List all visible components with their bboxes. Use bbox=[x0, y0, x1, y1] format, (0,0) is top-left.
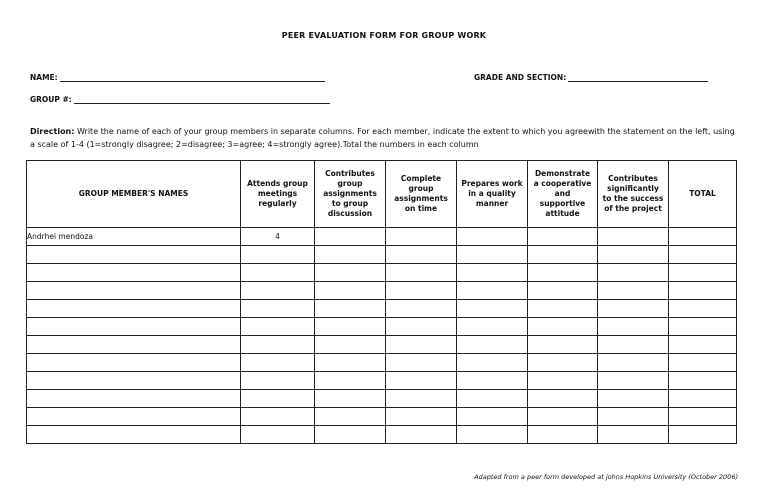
score-cell[interactable] bbox=[315, 372, 386, 390]
score-cell[interactable] bbox=[528, 318, 598, 336]
grade-section-field[interactable] bbox=[474, 73, 708, 82]
score-cell[interactable] bbox=[315, 300, 386, 318]
header-criterion: Contributes group assignments to group discussion bbox=[315, 161, 386, 228]
score-cell[interactable] bbox=[598, 318, 669, 336]
score-cell[interactable] bbox=[315, 426, 386, 444]
name-label: NAME: bbox=[30, 73, 58, 82]
score-cell[interactable] bbox=[315, 354, 386, 372]
score-cell[interactable] bbox=[457, 300, 528, 318]
header-criterion: Complete group assignments on time bbox=[386, 161, 457, 228]
score-cell[interactable] bbox=[241, 408, 315, 426]
member-name-cell[interactable] bbox=[27, 300, 241, 318]
score-cell[interactable] bbox=[241, 336, 315, 354]
score-cell[interactable] bbox=[386, 372, 457, 390]
table-header-row bbox=[27, 161, 737, 228]
header-criterion: Contributes significantly to the success of the project bbox=[598, 161, 669, 228]
total-cell[interactable] bbox=[669, 336, 737, 354]
total-cell[interactable] bbox=[669, 390, 737, 408]
total-cell[interactable] bbox=[669, 426, 737, 444]
score-cell[interactable] bbox=[528, 246, 598, 264]
score-cell[interactable] bbox=[241, 318, 315, 336]
score-cell[interactable] bbox=[457, 336, 528, 354]
member-name-cell[interactable]: Andrhei mendoza bbox=[27, 228, 241, 246]
header-criterion: Attends group meetings regularly bbox=[241, 161, 315, 228]
score-cell[interactable] bbox=[241, 390, 315, 408]
direction-text bbox=[30, 125, 742, 151]
score-cell[interactable] bbox=[598, 336, 669, 354]
header-criterion: Demonstrate a cooperative and supportive attitude bbox=[528, 161, 598, 228]
total-cell[interactable] bbox=[669, 372, 737, 390]
score-cell[interactable] bbox=[598, 246, 669, 264]
table-body bbox=[27, 228, 737, 444]
name-field[interactable] bbox=[30, 73, 325, 82]
score-cell[interactable] bbox=[528, 336, 598, 354]
score-cell[interactable] bbox=[598, 390, 669, 408]
total-cell[interactable] bbox=[669, 318, 737, 336]
score-cell[interactable] bbox=[528, 264, 598, 282]
score-cell[interactable] bbox=[598, 300, 669, 318]
member-name-cell[interactable] bbox=[27, 426, 241, 444]
score-cell[interactable] bbox=[315, 246, 386, 264]
score-cell[interactable] bbox=[457, 390, 528, 408]
total-cell[interactable] bbox=[669, 408, 737, 426]
score-cell[interactable] bbox=[315, 228, 386, 246]
score-cell[interactable] bbox=[457, 408, 528, 426]
table-row bbox=[27, 408, 737, 426]
score-cell[interactable] bbox=[598, 228, 669, 246]
table-row bbox=[27, 390, 737, 408]
score-cell[interactable] bbox=[241, 426, 315, 444]
score-cell[interactable] bbox=[598, 426, 669, 444]
score-cell[interactable] bbox=[598, 372, 669, 390]
member-name-cell[interactable] bbox=[27, 408, 241, 426]
score-cell[interactable] bbox=[315, 408, 386, 426]
table-row bbox=[27, 336, 737, 354]
score-cell[interactable] bbox=[241, 246, 315, 264]
score-cell[interactable] bbox=[528, 426, 598, 444]
score-cell[interactable] bbox=[386, 264, 457, 282]
score-cell[interactable] bbox=[386, 354, 457, 372]
score-cell[interactable] bbox=[386, 408, 457, 426]
table-row bbox=[27, 282, 737, 300]
group-label: GROUP #: bbox=[30, 95, 72, 104]
score-cell[interactable] bbox=[457, 318, 528, 336]
table-row bbox=[27, 264, 737, 282]
member-name-cell[interactable] bbox=[27, 336, 241, 354]
score-cell[interactable] bbox=[457, 426, 528, 444]
grade-section-line[interactable] bbox=[568, 73, 708, 82]
score-cell[interactable] bbox=[241, 300, 315, 318]
total-cell[interactable] bbox=[669, 300, 737, 318]
header-member-names: GROUP MEMBER'S NAMES bbox=[27, 161, 241, 228]
member-name-cell[interactable] bbox=[27, 372, 241, 390]
score-cell[interactable] bbox=[528, 408, 598, 426]
member-name-cell[interactable] bbox=[27, 246, 241, 264]
score-cell[interactable] bbox=[241, 282, 315, 300]
score-cell[interactable] bbox=[315, 282, 386, 300]
total-cell[interactable] bbox=[669, 282, 737, 300]
score-cell[interactable] bbox=[386, 246, 457, 264]
score-cell[interactable] bbox=[315, 264, 386, 282]
direction-label: Direction: bbox=[30, 127, 75, 136]
score-cell[interactable] bbox=[386, 426, 457, 444]
table-row bbox=[27, 228, 737, 246]
score-cell[interactable] bbox=[386, 228, 457, 246]
grade-section-label: GRADE AND SECTION: bbox=[474, 73, 567, 82]
score-cell[interactable] bbox=[598, 354, 669, 372]
score-cell[interactable] bbox=[528, 390, 598, 408]
table-row bbox=[27, 354, 737, 372]
member-name-cell[interactable] bbox=[27, 318, 241, 336]
score-cell[interactable] bbox=[528, 282, 598, 300]
score-cell[interactable] bbox=[386, 282, 457, 300]
total-cell[interactable] bbox=[669, 354, 737, 372]
score-cell[interactable] bbox=[315, 336, 386, 354]
total-cell[interactable] bbox=[669, 228, 737, 246]
score-cell[interactable]: 4 bbox=[241, 228, 315, 246]
table-row bbox=[27, 426, 737, 444]
direction-body: Write the name of each of your group members in separate columns. For each member, indicate the extent to which you agreewith the statement on the left, using a scale of 1-4 (1=strongly disagree; 2=disagree; 3=agree; 4=strongly agree).Total the numbers in each column bbox=[30, 127, 735, 149]
table-row bbox=[27, 372, 737, 390]
table-row bbox=[27, 300, 737, 318]
score-cell[interactable] bbox=[315, 318, 386, 336]
score-cell[interactable] bbox=[528, 300, 598, 318]
score-cell[interactable] bbox=[598, 264, 669, 282]
score-cell[interactable] bbox=[457, 282, 528, 300]
score-cell[interactable] bbox=[457, 372, 528, 390]
score-cell[interactable] bbox=[241, 264, 315, 282]
score-cell[interactable] bbox=[528, 372, 598, 390]
score-cell[interactable] bbox=[457, 264, 528, 282]
member-name-cell[interactable] bbox=[27, 390, 241, 408]
header-total: TOTAL bbox=[669, 161, 737, 228]
header-criterion: Prepares work in a quality manner bbox=[457, 161, 528, 228]
score-cell[interactable] bbox=[386, 336, 457, 354]
group-line[interactable] bbox=[74, 95, 330, 104]
score-cell[interactable] bbox=[528, 228, 598, 246]
name-line[interactable] bbox=[60, 73, 325, 82]
member-name-cell[interactable] bbox=[27, 282, 241, 300]
member-name-cell[interactable] bbox=[27, 264, 241, 282]
member-name-cell[interactable] bbox=[27, 354, 241, 372]
score-cell[interactable] bbox=[386, 390, 457, 408]
peer-evaluation-table bbox=[26, 160, 737, 444]
score-cell[interactable] bbox=[598, 282, 669, 300]
score-cell[interactable] bbox=[528, 354, 598, 372]
total-cell[interactable] bbox=[669, 246, 737, 264]
score-cell[interactable] bbox=[457, 246, 528, 264]
form-title: PEER EVALUATION FORM FOR GROUP WORK bbox=[281, 31, 487, 40]
score-cell[interactable] bbox=[598, 408, 669, 426]
group-field[interactable] bbox=[30, 95, 330, 104]
total-cell[interactable] bbox=[669, 264, 737, 282]
score-cell[interactable] bbox=[241, 372, 315, 390]
score-cell[interactable] bbox=[241, 354, 315, 372]
score-cell[interactable] bbox=[386, 318, 457, 336]
source-note: Adapted from a peer form developed at johns Hopkins University (October 2006) bbox=[474, 473, 738, 481]
score-cell[interactable] bbox=[457, 228, 528, 246]
table-row bbox=[27, 318, 737, 336]
score-cell[interactable] bbox=[457, 354, 528, 372]
score-cell[interactable] bbox=[315, 390, 386, 408]
score-cell[interactable] bbox=[386, 300, 457, 318]
table-row bbox=[27, 246, 737, 264]
